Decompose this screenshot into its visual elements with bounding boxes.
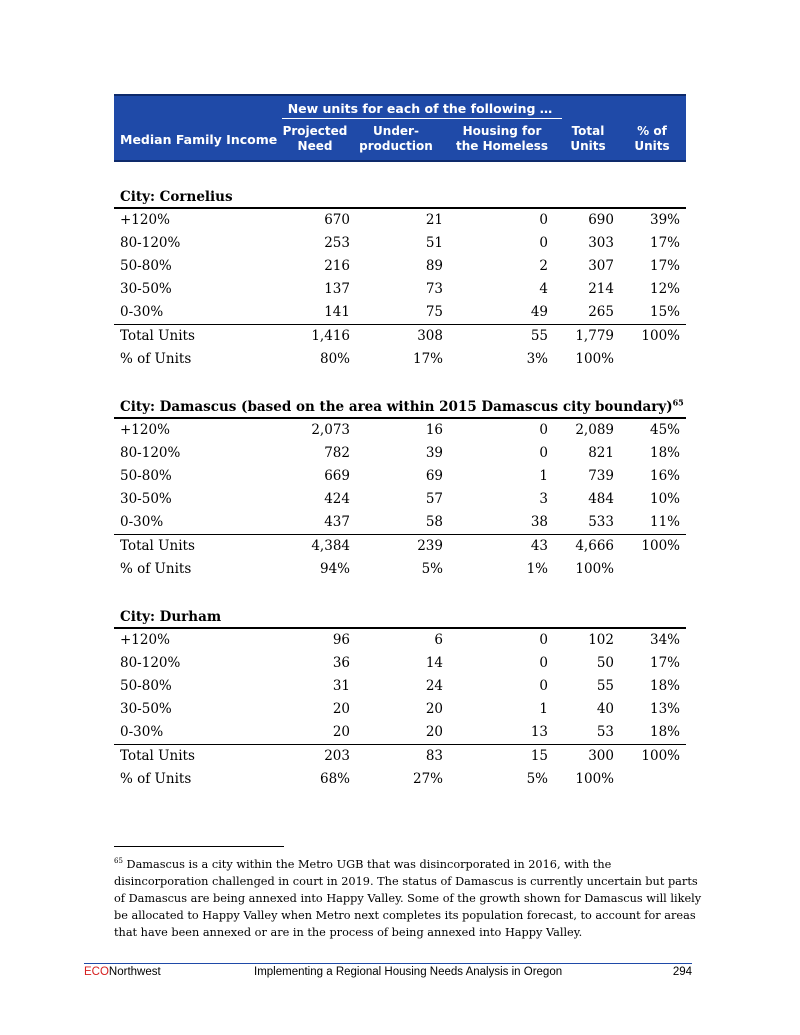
table-cell: 75 <box>425 304 443 320</box>
table-cell: 300 <box>588 748 614 764</box>
table-header <box>114 94 686 162</box>
table-cell: 253 <box>324 235 350 251</box>
row-label: Total Units <box>120 328 195 344</box>
table-row <box>114 255 686 278</box>
table-cell: 45% <box>649 422 680 438</box>
table-cell: 2,073 <box>311 422 350 438</box>
table-cell: 15% <box>649 304 680 320</box>
table-cell: 13 <box>530 724 548 740</box>
row-label: 80-120% <box>120 445 181 461</box>
footnote-separator <box>114 846 284 847</box>
group-header-rule <box>282 118 562 119</box>
table-cell: 307 <box>588 258 614 274</box>
table-cell: 53 <box>596 724 614 740</box>
row-label: 30-50% <box>120 281 172 297</box>
table-cell: 100% <box>575 771 614 787</box>
table-cell: 308 <box>417 328 443 344</box>
table-cell: 43 <box>530 538 548 554</box>
table-cell: 690 <box>588 212 614 228</box>
document-title: Implementing a Regional Housing Needs Analysis in Oregon <box>254 966 563 978</box>
table-cell: 39 <box>425 445 443 461</box>
table-row <box>114 442 686 465</box>
table-cell: 69 <box>425 468 443 484</box>
row-label: % of Units <box>120 771 192 787</box>
row-label: 50-80% <box>120 258 172 274</box>
table-cell: 4 <box>539 281 548 297</box>
table-cell: 203 <box>324 748 350 764</box>
row-label: 30-50% <box>120 701 172 717</box>
row-label: Total Units <box>120 748 195 764</box>
table-row <box>114 745 686 768</box>
table-row <box>114 232 686 255</box>
table-cell: 51 <box>425 235 443 251</box>
row-label: 50-80% <box>120 468 172 484</box>
table-cell: 18% <box>649 445 680 461</box>
table-cell: 16% <box>649 468 680 484</box>
table-cell: 31 <box>332 678 350 694</box>
table-cell: 10% <box>649 491 680 507</box>
table-cell: 6 <box>434 632 443 648</box>
col-total-units: Total Units <box>570 124 606 153</box>
table-cell: 20 <box>425 701 443 717</box>
table-cell: 27% <box>412 771 443 787</box>
table-row <box>114 278 686 301</box>
row-label: 0-30% <box>120 304 164 320</box>
section-spacer <box>114 371 686 398</box>
table-row <box>114 419 686 442</box>
table-cell: 533 <box>588 514 614 530</box>
table-row <box>114 675 686 698</box>
housing-needs-table <box>114 94 686 791</box>
table-cell: 4,666 <box>575 538 614 554</box>
section-title: City: Damascus (based on the area within 2015 Damascus city boundary)$^{65}$ <box>114 398 686 419</box>
table-body <box>114 162 686 791</box>
table-cell: 1,779 <box>575 328 614 344</box>
table-cell: 100% <box>641 328 680 344</box>
table-cell: 484 <box>588 491 614 507</box>
table-row <box>114 698 686 721</box>
row-label: % of Units <box>120 561 192 577</box>
table-cell: 83 <box>425 748 443 764</box>
table-cell: 669 <box>324 468 350 484</box>
table-row <box>114 721 686 745</box>
row-label: +120% <box>120 212 170 228</box>
table-cell: 303 <box>588 235 614 251</box>
table-cell: 0 <box>539 422 548 438</box>
table-cell: 17% <box>649 258 680 274</box>
table-row <box>114 348 686 371</box>
table-cell: 12% <box>649 281 680 297</box>
table-cell: 73 <box>425 281 443 297</box>
table-cell: 94% <box>319 561 350 577</box>
table-cell: 3% <box>526 351 548 367</box>
table-row <box>114 535 686 558</box>
table-cell: 100% <box>575 561 614 577</box>
table-cell: 20 <box>332 724 350 740</box>
table-cell: 141 <box>324 304 350 320</box>
col-projected-need: Projected Need <box>282 124 348 153</box>
table-cell: 20 <box>332 701 350 717</box>
table-row <box>114 768 686 791</box>
table-cell: 15 <box>530 748 548 764</box>
table-cell: 100% <box>575 351 614 367</box>
table-cell: 0 <box>539 235 548 251</box>
table-cell: 68% <box>319 771 350 787</box>
table-cell: 13% <box>649 701 680 717</box>
col-housing-homeless: Housing for the Homeless <box>455 124 549 153</box>
table-cell: 1% <box>526 561 548 577</box>
footnote <box>114 856 706 941</box>
table-cell: 239 <box>417 538 443 554</box>
table-cell: 100% <box>641 748 680 764</box>
section-title: City: Durham <box>114 608 686 629</box>
table-row <box>114 209 686 232</box>
table-row <box>114 488 686 511</box>
table-row <box>114 325 686 348</box>
table-cell: 11% <box>649 514 680 530</box>
row-label: 30-50% <box>120 491 172 507</box>
table-cell: 89 <box>425 258 443 274</box>
table-cell: 2 <box>539 258 548 274</box>
table-cell: 58 <box>425 514 443 530</box>
row-label: 80-120% <box>120 235 181 251</box>
section-spacer <box>114 162 686 188</box>
table-cell: 424 <box>324 491 350 507</box>
table-cell: 0 <box>539 212 548 228</box>
footnote-number: 65 <box>114 857 123 866</box>
table-cell: 782 <box>324 445 350 461</box>
row-label: Total Units <box>120 538 195 554</box>
table-cell: 0 <box>539 678 548 694</box>
section-title: City: Cornelius <box>114 188 686 209</box>
table-row <box>114 301 686 325</box>
table-cell: 16 <box>425 422 443 438</box>
footnote-text: Damascus is a city within the Metro UGB that was disincorporated in 2016, with the disincorporation challenged in court in 2019. The status of Damascus is currently uncertain but parts of Damascus are being annexed into Happy Valley. Some of the growth shown for Damascus will likely be allocated to Happy Valley when Metro next completes its population forecast, to account for areas that have been annexed or are in the process of being annexed into Happy Valley. <box>114 858 702 939</box>
table-cell: 1,416 <box>311 328 350 344</box>
table-cell: 821 <box>588 445 614 461</box>
table-cell: 0 <box>539 632 548 648</box>
table-cell: 17% <box>649 655 680 671</box>
table-cell: 0 <box>539 445 548 461</box>
table-cell: 21 <box>425 212 443 228</box>
table-cell: 1 <box>539 701 548 717</box>
table-cell: 137 <box>324 281 350 297</box>
table-cell: 40 <box>596 701 614 717</box>
section-spacer <box>114 581 686 608</box>
table-cell: 5% <box>421 561 443 577</box>
table-cell: 265 <box>588 304 614 320</box>
row-label: 80-120% <box>120 655 181 671</box>
table-cell: 39% <box>649 212 680 228</box>
row-label: 50-80% <box>120 678 172 694</box>
table-cell: 17% <box>649 235 680 251</box>
table-cell: 4,384 <box>311 538 350 554</box>
table-cell: 20 <box>425 724 443 740</box>
table-cell: 216 <box>324 258 350 274</box>
table-row <box>114 652 686 675</box>
table-cell: 5% <box>526 771 548 787</box>
table-row <box>114 511 686 535</box>
group-header: New units for each of the following … <box>287 101 553 116</box>
col-underproduction: Under- production <box>359 124 433 153</box>
row-label: 0-30% <box>120 724 164 740</box>
table-cell: 24 <box>425 678 443 694</box>
table-row <box>114 629 686 652</box>
table-cell: 34% <box>649 632 680 648</box>
table-cell: 2,089 <box>575 422 614 438</box>
table-cell: 18% <box>649 678 680 694</box>
row-label: 0-30% <box>120 514 164 530</box>
table-cell: 49 <box>530 304 548 320</box>
table-cell: 3 <box>539 491 548 507</box>
col-median-family-income: Median Family Income <box>120 132 278 147</box>
footnote-ref: 65 <box>672 397 684 408</box>
row-label: +120% <box>120 632 170 648</box>
table-cell: 670 <box>324 212 350 228</box>
table-cell: 55 <box>596 678 614 694</box>
table-cell: 57 <box>425 491 443 507</box>
table-cell: 96 <box>332 632 350 648</box>
table-cell: 437 <box>324 514 350 530</box>
table-cell: 18% <box>649 724 680 740</box>
table-cell: 38 <box>530 514 548 530</box>
brand-logo: ECONorthwest <box>84 966 161 978</box>
page-number: 294 <box>672 966 692 978</box>
table-cell: 50 <box>596 655 614 671</box>
table-cell: 214 <box>588 281 614 297</box>
table-row <box>114 465 686 488</box>
table-row <box>114 558 686 581</box>
col-percent-units: % of Units <box>634 124 670 153</box>
footer-rule <box>84 963 692 964</box>
table-cell: 1 <box>539 468 548 484</box>
table-cell: 36 <box>332 655 350 671</box>
row-label: % of Units <box>120 351 192 367</box>
table-cell: 14 <box>425 655 443 671</box>
table-cell: 100% <box>641 538 680 554</box>
table-cell: 17% <box>412 351 443 367</box>
row-label: +120% <box>120 422 170 438</box>
table-cell: 739 <box>588 468 614 484</box>
table-cell: 102 <box>588 632 614 648</box>
table-cell: 55 <box>530 328 548 344</box>
table-cell: 80% <box>319 351 350 367</box>
table-cell: 0 <box>539 655 548 671</box>
